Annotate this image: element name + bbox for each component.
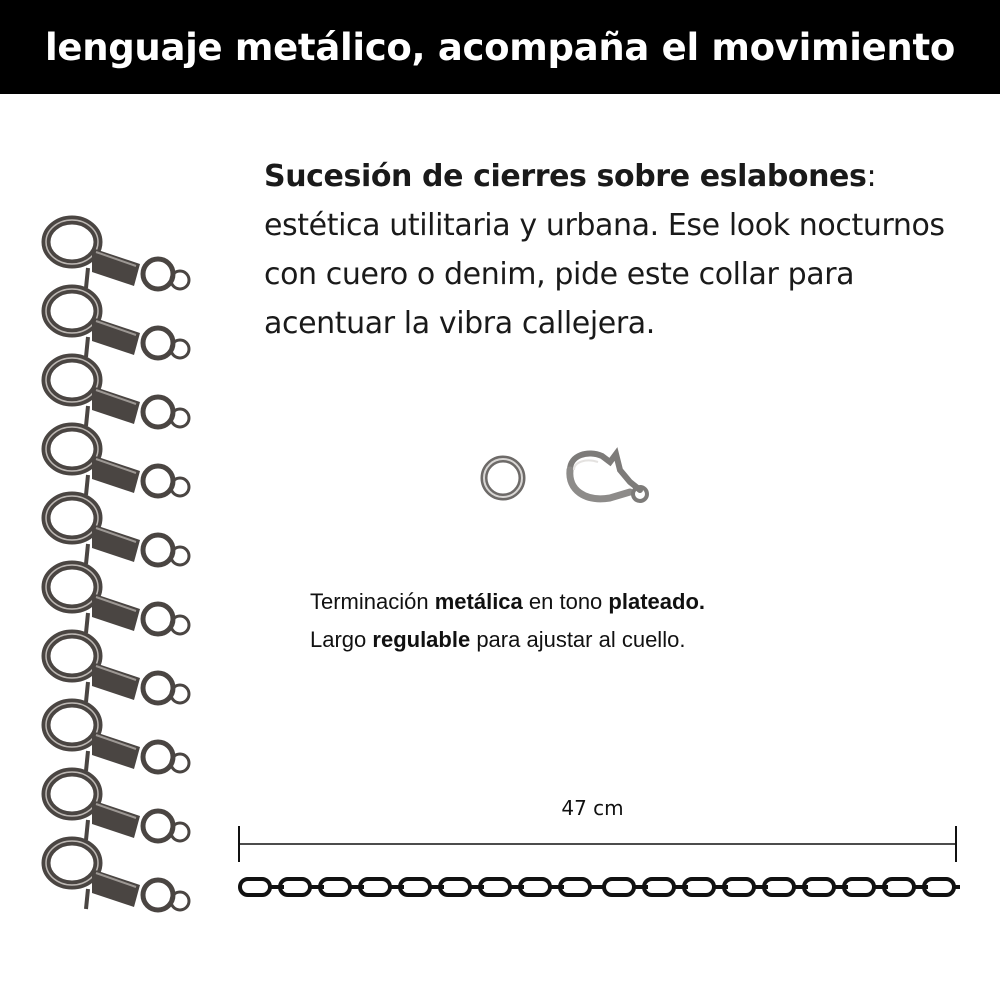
length-label: 47 cm [561,796,624,820]
clasp-unit [46,565,189,634]
feature-finish-pre: Terminación [310,589,435,614]
feature-length [310,621,910,659]
chain-link [360,879,390,895]
chain-link [400,879,430,895]
clasp-chain-illustration [30,212,210,952]
feature-length-post: para ajustar al cuello. [470,627,686,652]
chain-link [844,879,874,895]
features-list [310,583,910,659]
clasp-unit [46,496,189,565]
chain-link [804,879,834,895]
product-description [264,152,954,348]
jump-ring-icon [484,459,522,497]
chain-link [440,879,470,895]
header-banner [0,0,1000,94]
chain-link [604,879,634,895]
clasp-unit [46,289,189,358]
chain-link [480,879,510,895]
chain-link [684,879,714,895]
chain-link [924,879,954,895]
feature-finish [310,583,910,621]
description-body: estética utilitaria y urbana. Ese look nocturnos con cuero o denim, pide este collar para acentuar la vibra callejera. [264,208,945,341]
chain-link [884,879,914,895]
length-dimension-line [236,822,960,866]
clasp-unit [46,358,189,427]
chain-links-illustration [236,872,960,902]
description-colon: : [866,159,877,194]
clasp-unit [46,634,189,703]
clasp-unit [46,703,189,772]
chain-link [560,879,590,895]
clasp-chain-svg [30,212,210,952]
banner-title: lenguaje metálico, acompaña el movimiento [45,25,955,69]
clasp-unit [46,772,189,841]
chain-link [724,879,754,895]
feature-finish-mid: en tono [522,589,609,614]
chain-link [320,879,350,895]
parts-illustration [470,440,670,520]
feature-length-pre: Largo [310,627,373,652]
feature-length-bold: regulable [372,627,471,652]
clasp-unit [46,427,189,496]
chain-link [240,879,270,895]
clasp-unit [46,220,189,289]
chain-link [764,879,794,895]
lobster-clasp-icon [570,454,647,501]
description-lead: Sucesión de cierres sobre eslabones [264,159,867,194]
feature-finish-bold2: plateado. [608,589,705,614]
chain-link [520,879,550,895]
clasp-unit [46,841,189,910]
chain-link [644,879,674,895]
feature-finish-bold1: metálica [434,589,523,614]
chain-links-svg [236,872,960,902]
chain-link [280,879,310,895]
